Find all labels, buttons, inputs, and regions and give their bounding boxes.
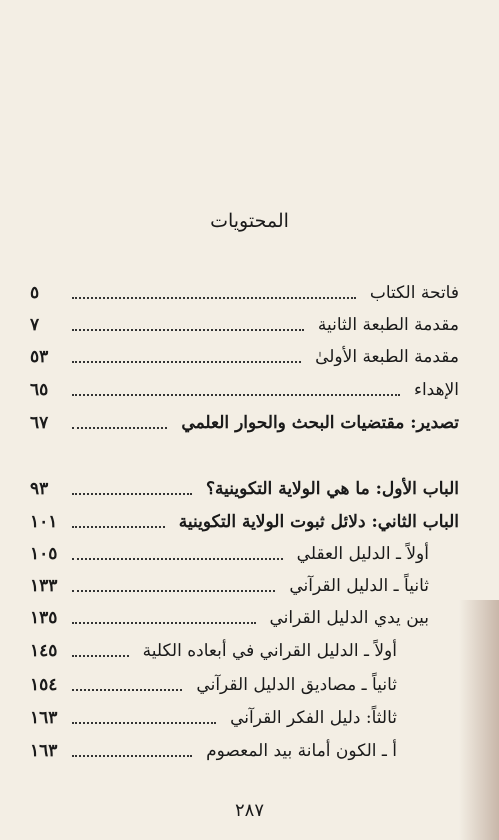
toc-entry: [30, 737, 459, 765]
toc-entry: [30, 279, 459, 307]
toc-entry: [30, 540, 459, 568]
page-edge-shadow: [459, 600, 499, 840]
toc-entry-page: ٦٥: [30, 380, 49, 400]
toc-entry: [30, 637, 459, 665]
toc-entry-label: أولاً ـ الدليل العقلي: [296, 544, 429, 564]
dot-leader: [72, 297, 356, 299]
toc-entry-page: ٥: [30, 283, 40, 303]
toc-entry-page: ١٠٥: [30, 544, 58, 564]
toc-entry: [30, 704, 459, 732]
toc-entry-label: أ ـ الكون أمانة بيد المعصوم: [206, 741, 397, 761]
toc-entry: [30, 508, 459, 536]
toc-entry-page: ٥٣: [30, 347, 49, 367]
dot-leader: [72, 622, 256, 624]
toc-entry: [30, 409, 459, 437]
toc-entry-page: ١٤٥: [30, 641, 58, 661]
toc-entry-label: الباب الأول: ما هي الولاية التكوينية؟: [205, 479, 459, 499]
toc-entry: [30, 604, 459, 632]
toc-entry-label: بين يدي الدليل القراني: [269, 608, 429, 628]
dot-leader: [72, 361, 301, 363]
page-number: ٢٨٧: [234, 800, 264, 821]
page-title: المحتويات: [210, 210, 289, 232]
toc-entry-label: فاتحة الكتاب: [369, 283, 459, 303]
dot-leader: [72, 427, 167, 429]
toc-entry-page: ١٣٥: [30, 608, 58, 628]
toc-entry-label: ثانياً ـ الدليل القرآني: [289, 576, 429, 596]
toc-entry-page: ٦٧: [30, 413, 49, 433]
dot-leader: [72, 493, 192, 495]
toc-entry: [30, 671, 459, 699]
toc-entry-label: ثالثاً: دليل الفكر القرآني: [230, 708, 397, 728]
toc-entry-label: أولاً ـ الدليل القراني في أبعاده الكلية: [142, 641, 397, 661]
dot-leader: [72, 558, 283, 560]
toc-entry-page: ١٠١: [30, 512, 58, 532]
toc-entry: [30, 376, 459, 404]
dot-leader: [72, 329, 304, 331]
dot-leader: [72, 394, 400, 396]
toc-entry-page: ٩٣: [30, 479, 49, 499]
toc-entry-label: تصدير: مقتضيات البحث والحوار العلمي: [181, 413, 459, 433]
dot-leader: [72, 590, 275, 592]
dot-leader: [72, 755, 192, 757]
toc-entry: [30, 572, 459, 600]
toc-entry-page: ١٥٤: [30, 675, 58, 695]
toc-entry-page: ١٦٣: [30, 708, 58, 728]
dot-leader: [72, 655, 129, 657]
toc-entry: [30, 475, 459, 503]
toc-entry: [30, 343, 459, 371]
toc-entry-page: ١٣٣: [30, 576, 58, 596]
dot-leader: [72, 526, 165, 528]
dot-leader: [72, 689, 182, 691]
toc-entry-label: مقدمة الطبعة الأولىٰ: [315, 347, 459, 367]
dot-leader: [72, 722, 216, 724]
toc-entry-label: ثانياً ـ مصاديق الدليل القرآني: [196, 675, 397, 695]
toc-entry-label: الإهداء: [413, 380, 459, 400]
toc-entry-page: ١٦٣: [30, 741, 58, 761]
toc-entry-label: مقدمة الطبعة الثانية: [317, 315, 459, 335]
toc-entry-page: ٧: [30, 315, 40, 335]
toc-entry: [30, 311, 459, 339]
toc-entry-label: الباب الثاني: دلائل ثبوت الولاية التكوينية: [178, 512, 459, 532]
